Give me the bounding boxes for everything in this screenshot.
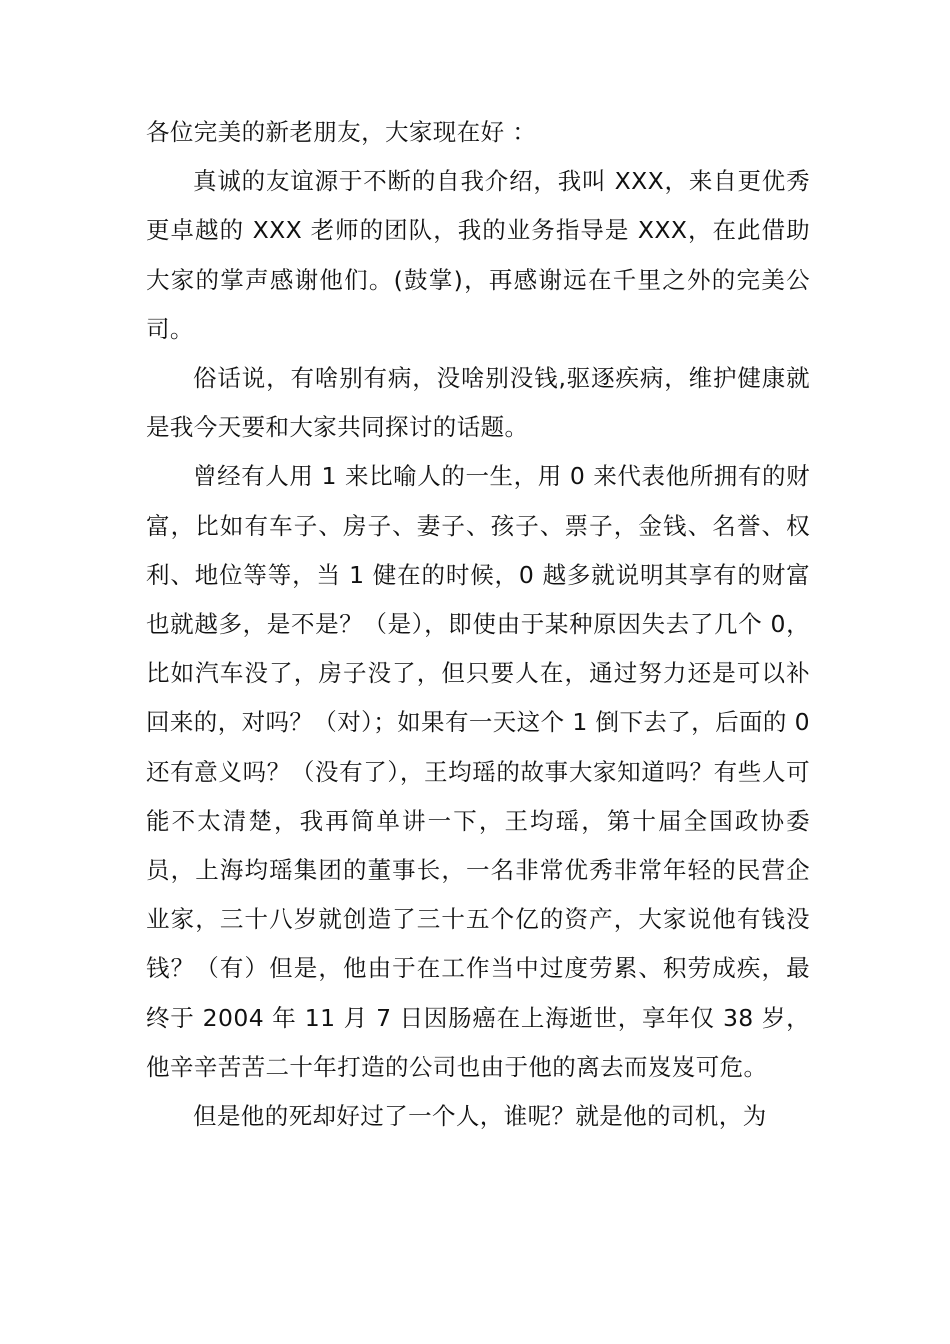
continuation-paragraph: 但是他的死却好过了一个人，谁呢？就是他的司机，为 bbox=[193, 1102, 767, 1131]
greeting-paragraph: 各位完美的新老朋友，大家现在好 ： bbox=[146, 118, 537, 146]
introduction-paragraph: 真诚的友谊源于不断的自我介绍，我叫 XXX，来自更优秀更卓越的 XXX 老师的团队，我的业务指导是 XXX，在此借助大家的掌声感谢他们。(鼓掌)，再感谢远在千里之外的完美公司。 bbox=[146, 167, 810, 343]
document-page bbox=[146, 108, 810, 1141]
story-paragraph: 曾经有人用 1 来比喻人的一生，用 0 来代表他所拥有的财富，比如有车子、房子、妻子、孩子、票子，金钱、名誉、权利、地位等等，当 1 健在的时候，0 越多就说明其享有的财富也就越多，是不是？（是），即使由于某种原因失去了几个 0，比如汽车没了，房子没了，但只要人在，通过努力还是可以补回来的，对吗？（对）；如果有一天这个 1 倒下去了，后面的 0 还有意义吗？（没有了），王均瑶的故事大家知道吗？有些人可能不太清楚，我再简单讲一下，王均瑶，第十届全国政协委员，上海均瑶集团的董事长，一名非常优秀非常年轻的民营企业家，三十八岁就创造了三十五个亿的资产，大家说他有钱没钱？（有）但是，他由于在工作当中过度劳累、积劳成疾，最终于 2004 年 11 月 7 日因肠癌在上海逝世，享年仅 38 岁，他辛辛苦苦二十年打造的公司也由于他的离去而岌岌可危。 bbox=[146, 462, 810, 1081]
topic-paragraph: 俗话说，有啥别有病，没啥别没钱,驱逐疾病，维护健康就是我今天要和大家共同探讨的话题。 bbox=[146, 364, 810, 442]
